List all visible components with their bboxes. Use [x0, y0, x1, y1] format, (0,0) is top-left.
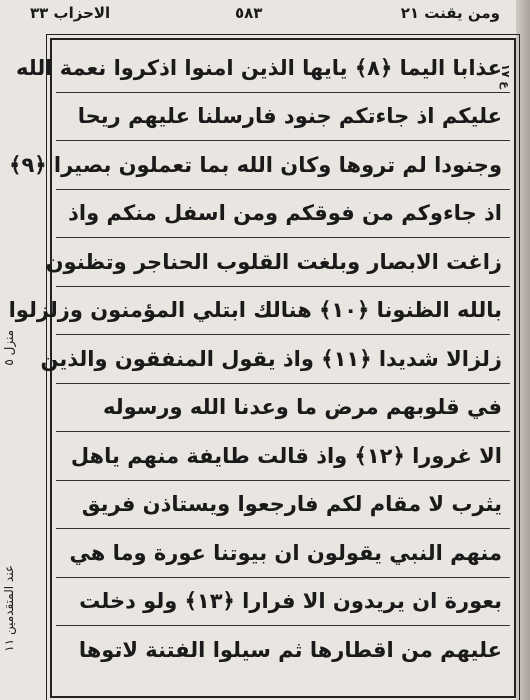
line-text: وجنودا لم تروها وكان الله بما تعملون بصيرا ﴿٩﴾	[9, 152, 502, 177]
text-line	[56, 529, 510, 578]
page-number: ٥٨٣	[235, 4, 263, 22]
text-line	[56, 626, 510, 675]
text-line	[56, 384, 510, 433]
line-text: بالله الظنونا ﴿١٠﴾ هنالك ابتلي المؤمنون وزلزلوا	[8, 298, 502, 323]
text-line	[56, 481, 510, 530]
juz-title: ومن يقنت ٢١	[400, 4, 500, 22]
line-text: اذ جاءوكم من فوقكم ومن اسفل منكم واذ	[68, 201, 502, 226]
surah-title: الاحزاب ٣٣	[30, 4, 111, 22]
text-line	[56, 93, 510, 142]
line-text: يثرب لا مقام لكم فارجعوا ويستاذن فريق	[81, 492, 502, 517]
text-line	[45, 238, 510, 287]
text-line	[56, 190, 510, 239]
manzil-note: منزل ٥	[2, 330, 16, 366]
page-header	[30, 2, 500, 32]
line-text: زاغت الابصار وبلغت القلوب الحناجر وتظنون	[45, 249, 502, 274]
text-line	[40, 335, 510, 384]
text-line	[56, 578, 510, 627]
text-line	[56, 432, 510, 481]
line-text: عليهم من اقطارها ثم سيلوا الفتنة لاتوها	[78, 638, 502, 663]
text-line	[8, 287, 510, 336]
line-text: عليكم اذ جاءتكم جنود فارسلنا عليهم ريحا	[77, 104, 502, 129]
text-line	[16, 44, 510, 93]
waqf-note: عند المتقدمين ١١	[2, 565, 16, 652]
text-line	[9, 141, 510, 190]
line-text: بعورة ان يريدون الا فرارا ﴿١٣﴾ ولو دخلت	[79, 589, 502, 614]
line-text: في قلوبهم مرض ما وعدنا الله ورسوله	[102, 395, 502, 420]
page-edge	[516, 0, 530, 700]
line-text: منهم النبي يقولون ان بيوتنا عورة وما هي	[69, 540, 502, 565]
line-text: الا غرورا ﴿١٢﴾ واذ قالت طايفة منهم ياهل	[70, 443, 502, 468]
line-text: زلزالا شديدا ﴿١١﴾ واذ يقول المنفقون والذين	[40, 346, 502, 371]
line-text: عذابا اليما ﴿٨﴾ يايها الذين امنوا اذكروا نعمة الله	[16, 55, 502, 80]
ruku-mark: ع ١٧	[499, 64, 512, 89]
